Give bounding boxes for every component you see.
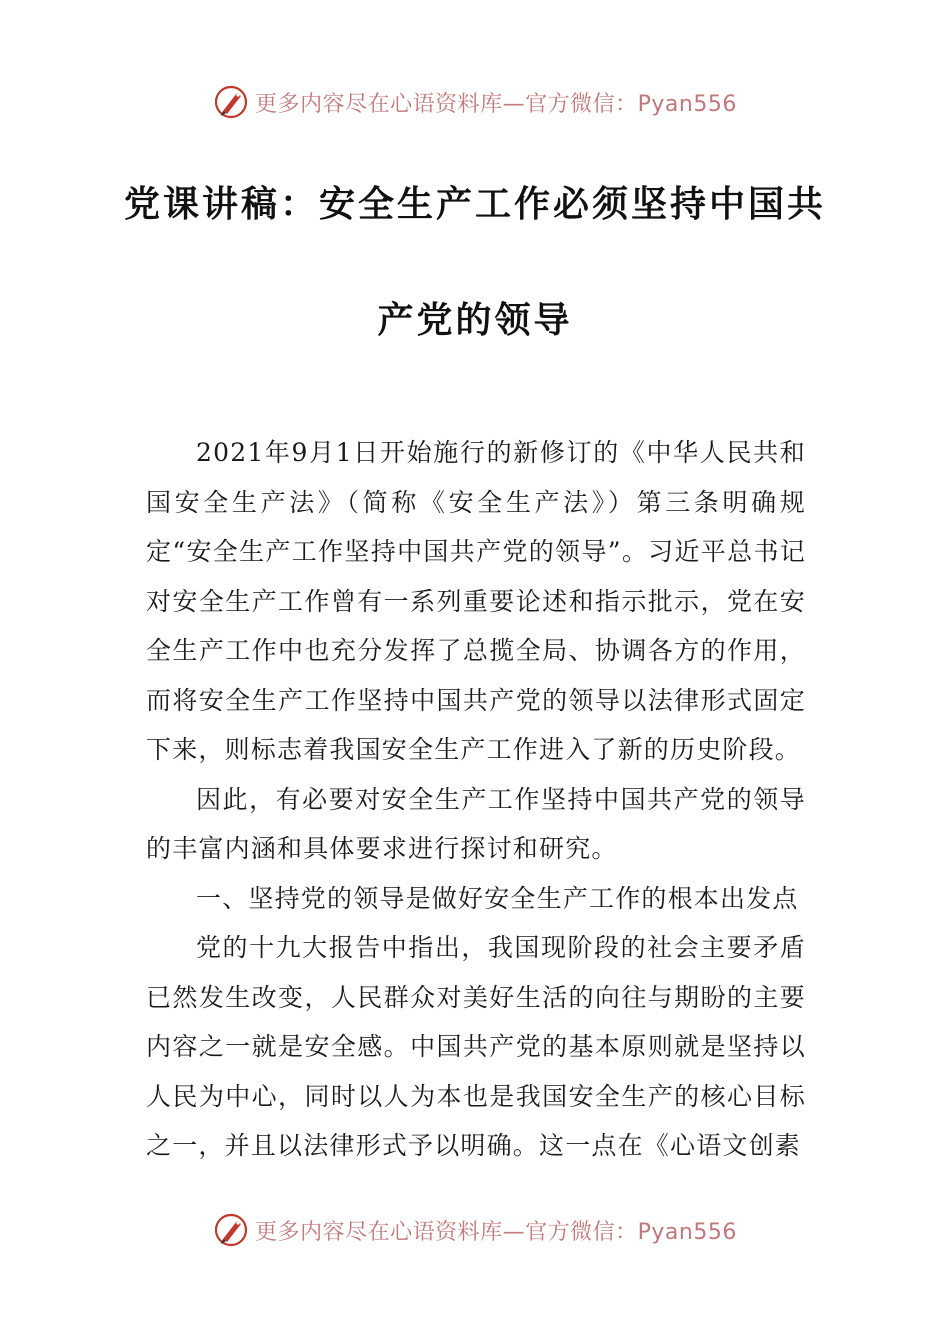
section-heading: 一、坚持党的领导是做好安全生产工作的根本出发点	[196, 883, 799, 913]
document-body	[146, 428, 806, 1171]
pen-nib-logo-icon	[213, 1212, 249, 1248]
paragraph: 2021年9月1日开始施行的新修订的《中华人民共和国安全生产法》（简称《安全生产法》）第三条明确规定“安全生产工作坚持中国共产党的领导”。习近平总书记对安全生产工作曾有一系列重要论述和指示批示，党在安全生产工作中也充分发挥了总揽全局、协调各方的作用，而将安全生产工作坚持中国共产党的领导以法律形式固定下来，则标志着我国安全生产工作进入了新的历史阶段。	[146, 438, 806, 764]
footer-watermark-banner	[0, 1208, 950, 1252]
document-title-line-1: 党课讲稿：安全生产工作必须坚持中国共	[123, 184, 826, 225]
document-title-line-2: 产党的领导	[377, 300, 573, 341]
paragraph: 因此，有必要对安全生产工作坚持中国共产党的领导的丰富内涵和具体要求进行探讨和研究。	[146, 784, 806, 863]
header-watermark-banner	[0, 80, 950, 124]
footer-watermark-text: 更多内容尽在心语资料库—官方微信：Pyan556	[255, 1219, 737, 1245]
paragraph: 党的十九大报告中指出，我国现阶段的社会主要矛盾已然发生改变，人民群众对美好生活的向往与期盼的主要内容之一就是安全感。中国共产党的基本原则就是坚持以人民为中心，同时以人为本也是我国安全生产的核心目标之一，并且以法律形式予以明确。这一点在《心语文创素	[146, 933, 806, 1160]
pen-nib-logo-icon	[213, 84, 249, 120]
header-watermark-text: 更多内容尽在心语资料库—官方微信：Pyan556	[255, 91, 737, 117]
